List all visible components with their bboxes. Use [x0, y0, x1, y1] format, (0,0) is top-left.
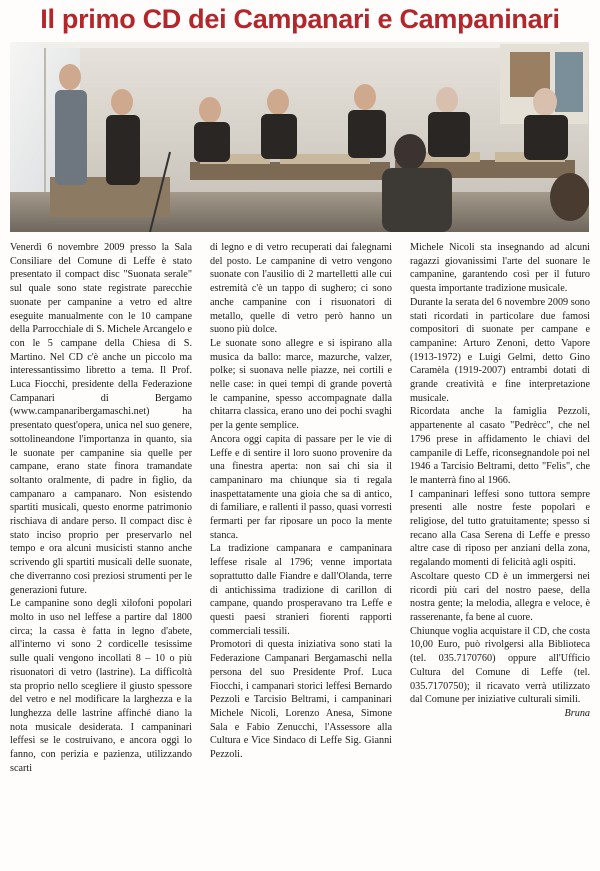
article-column-3: [410, 241, 590, 721]
paragraph: Venerdì 6 novembre 2009 presso la Sala Consiliare del Comune di Leffe è stato presentato il compact disc "Suonata serale" sul quale sono state registrate parecchie suonate per campanine a vetro ed altre eseguite manualmente con le 10 campane della Parrocchiale di S. Michele Arcangelo e con le 5 campane della Chiesa di S. Martino. Nel CD c'è anche un piccolo ma interessantissimo libretto a tema. Il Prof. Luca Fiocchi, presidente della Federazione Campanari di Bergamo (www.campanaribergamaschi.net) ha presentato quest'opera, unica nel suo genere, sottolineandone l'importanza in quanto, sia le suonate per campanine sia quelle per campane, erano state finora tramandate soltanto oralmente, di padre in figlio, da campanaro a campanaro. Non esistendo spartiti musicali, questo enorme patrimonio rischiava di andare perso. Il compact disc è stato inciso proprio per preservarlo nel tempo e ora alcuni musicisti stanno anche scrivendo gli spartiti musicali delle suonate, che diverranno così preziosi strumenti per le generazioni future.: [10, 242, 192, 596]
paragraph: La tradizione campanara e campaninara leffese risale al 1796; venne importata soprattutto dalle Fiandre e dall'Olanda, terre di antichissima tradizione di carillon di campane, quando prosperavano tra Leffe e questi paesi stranieri fiorenti rapporti commerciali tessili.: [210, 543, 392, 637]
paragraph: Ascoltare questo CD è un immergersi nei ricordi più cari del nostro paese, della nostra gente; la melodia, allegra e veloce, è rasserenante, fa bene al cuore.: [410, 570, 590, 623]
author-signature: Bruna: [564, 707, 590, 719]
paragraph: di legno e di vetro recuperati dai falegnami del posto. Le campanine di vetro vengono suonate con l'ausilio di 2 martelletti alle cui estremità c'è un tappo di sughero; ci sono anche campanine con i risuonatori di metallo, quelle di vetro però hanno un suono più dolce.: [210, 242, 392, 336]
article-column-1: [10, 241, 192, 775]
paragraph: Promotori di questa iniziativa sono stati la Federazione Campanari Bergamaschi nella persona del suo Presidente Prof. Luca Fiocchi, i campanari storici leffesi Bernardo Pezzoli e Tarcisio Beltrami, i campaninari Michele Nicoli, Lorenzo Anesa, Simone Sala e Fabio Zenucchi, l'Assessore alla Cultura e Vice Sindaco di Leffe Sig. Gianni Pezzoli.: [210, 639, 392, 761]
paragraph: Durante la serata del 6 novembre 2009 sono stati ricordati in particolare due famosi compositori di suonate per campane e campanine: Arturo Zenoni, detto Vapore (1913-1972) e Luigi Gelmi, detto Gino Caramèla (1919-2007) entrambi dotati di grande creatività e fine interpretazione musicale.: [410, 296, 590, 404]
paragraph: Le suonate sono allegre e si ispirano alla musica da ballo: marce, mazurche, valzer, polke; si suonava nelle piazze, nei cortili e nelle case: in quei tempi di grande povertà le campanine, spesso accompagnate dalla chitarra classica, erano uno dei pochi svaghi per la gente semplice.: [210, 337, 392, 432]
paragraph: Ricordata anche la famiglia Pezzoli, appartenente al casato "Pedrècc", che nel 1796 prese in affidamento le chiavi del campanile di Leffe, riconsegnandole poi nel 1946 a Tarcisio Beltrami, detto "Felìs", che le manterrà fino al 1966.: [410, 406, 590, 486]
paragraph: Ancora oggi capita di passare per le vie di Leffe e di sentire il loro suono provenire da una finestra aperta: non sai chi sia il campaninaro ma chiunque sia ti regala inaspettatamente una gioia che sa di antico, di familiare, e rallenti il passo, quasi vorresti fermarti per far riposare un poco la mente stanca.: [210, 433, 392, 541]
article-column-2: [210, 241, 392, 762]
paragraph: I campaninari leffesi sono tuttora sempre presenti alle nostre feste popolari e religiose, del tutto gratuitamente; spesso si recano alla Casa Serena di Leffe e presso altre case di riposo per anziani della zona, regalando momenti di felicità agli ospiti.: [410, 488, 590, 569]
article-photo: [10, 42, 589, 232]
paragraph: Michele Nicoli sta insegnando ad alcuni ragazzi giovanissimi l'arte del suonare le campanine, garantendo così per il futuro questa importante tradizione musicale.: [410, 242, 590, 295]
article-title: Il primo CD dei Campanari e Campaninari: [40, 4, 560, 34]
paragraph: Chiunque voglia acquistare il CD, che costa 10,00 Euro, può rivolgersi alla Biblioteca (tel. 035.7170760) oppure all'Ufficio Cultura del Comune di Leffe (tel. 035.7170750); il ricavato verrà utilizzato dal Comune per iniziative culturali simili.: [410, 625, 590, 706]
paragraph: Le campanine sono degli xilofoni popolari molto in uso nel leffese a partire dal 1800 circa; la cassa è fatta in legno d'abete, all'interno vi sono 2 cordicelle tesissime sulle quali vengono incollati 8 – 10 o più risuonatori di vetro (lastrine). La difficoltà sta proprio nello scegliere il giusto spessore del vetro e nel modificare la larghezza e la lunghezza delle lastrine affinché diano la nota musicale desiderata. I campaninari leffesi se le costruivano, e ancora oggi lo fanno, con perizia e pazienza, utilizzando scarti: [10, 598, 192, 774]
